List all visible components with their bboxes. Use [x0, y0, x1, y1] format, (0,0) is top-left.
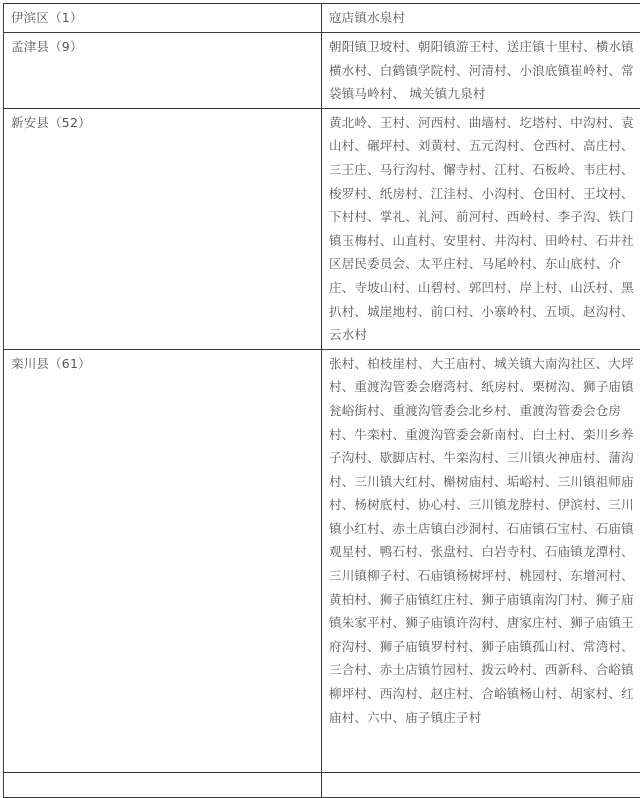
village-list-cell: 朝阳镇卫坡村、朝阳镇游王村、送庄镇十里村、横水镇横水村、白鹤镇学院村、河清村、小浪底镇崔岭村、常袋镇马岭村、 城关镇九泉村 [322, 33, 640, 109]
county-cell: 新安县（52） [4, 108, 322, 349]
village-list-cell: 张村、柏枝崖村、大王庙村、城关镇大南沟社区、大坪村、重渡沟管委会磨湾村、纸房村、栗树沟、狮子庙镇瓮峪街村、重渡沟管委会北乡村、重渡沟管委会仓房村、牛栾村、重渡沟管委会新南村、白土村、栾川乡养子沟村、歇脚店村、牛栾沟村、三川镇火神庙村、蒲沟村、三川镇大红村、槲树庙村、垢峪村、三川镇祖师庙村、杨树底村、协心村、三川镇龙脖村、伊滨村、三川镇小红村、赤土店镇白沙洞村、石庙镇石宝村、石庙镇观星村、鸭石村、张盘村、白岩寺村、石庙镇龙潭村、三川镇柳子村、石庙镇杨树坪村、桃园村、东增河村、黄柏村、狮子庙镇红庄村、狮子庙镇南沟门村、狮子庙镇朱家平村、狮子庙镇许沟村、唐家庄村、狮子庙镇王府沟村、狮子庙镇罗村村、狮子庙镇孤山村、常湾村、三合村、赤土店镇竹园村、拨云岭村、西新科、合峪镇柳坪村、西沟村、赵庄村、合峪镇杨山村、胡家村、红庙村、六中、庙子镇庄子村 [322, 349, 640, 772]
village-list-cell: 寇店镇水泉村 [322, 4, 640, 33]
village-list-cell-empty [322, 772, 640, 797]
table-row [4, 33, 640, 109]
county-cell: 伊滨区（1） [4, 4, 322, 33]
table-row [4, 349, 640, 772]
table-row-partial [4, 772, 640, 797]
county-cell: 孟津县（9） [4, 33, 322, 109]
table-row [4, 108, 640, 349]
county-cell: 栾川县（61） [4, 349, 322, 772]
village-list-cell: 黄北岭、王村、河西村、曲墙村、圪塔村、中沟村、袁山村、碾坪村、刘黄村、五元沟村、仓西村、高庄村、三王庄、马行沟村、懈寺村、江村、石板岭、韦庄村、梭罗村、纸房村、江洼村、小沟村、仓田村、王坟村、下村村、掌礼、礼河、前河村、西岭村、李子沟、铁门镇玉梅村、山直村、安里村、井沟村、田岭村、石井社区居民委员会、太平庄村、马尾岭村、东山底村、介庄、寺坡山村、山碧村、郭凹村、岸上村、山沃村、黑扒村、城崖地村、前口村、小寨岭村、五顷、赵沟村、云水村 [322, 108, 640, 349]
village-table [3, 3, 640, 798]
table-row [4, 4, 640, 33]
county-cell-empty [4, 772, 322, 797]
